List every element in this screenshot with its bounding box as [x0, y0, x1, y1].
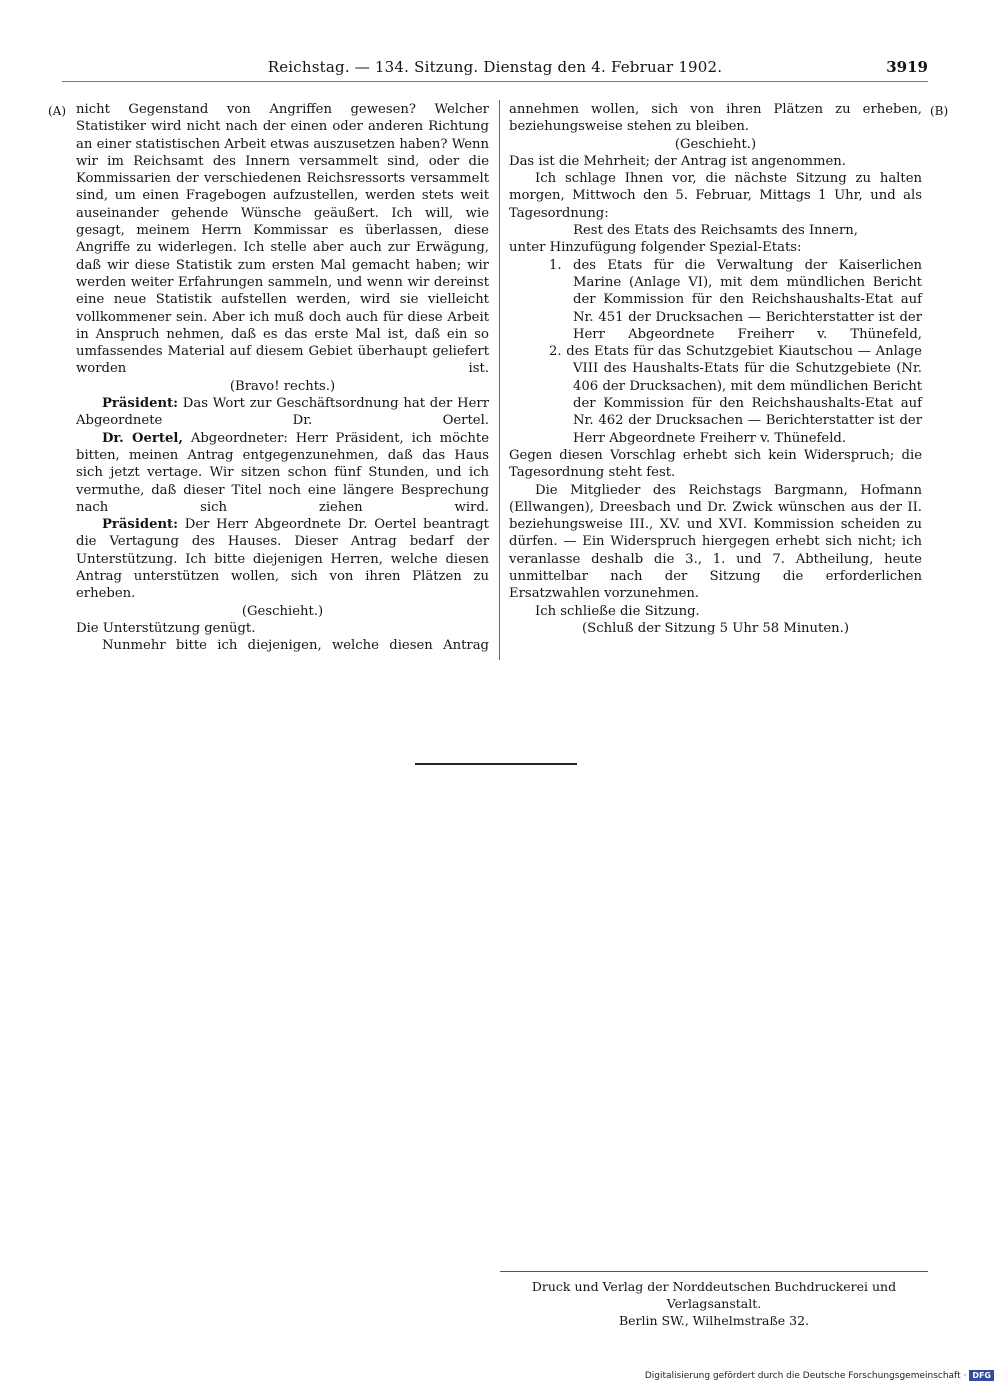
- speaker-name: Dr. Oertel,: [102, 430, 183, 446]
- left-column: [76, 101, 489, 655]
- paragraph: Ich schließe die Sitzung.: [535, 603, 700, 619]
- right-column: [509, 101, 922, 637]
- paragraph: Ich schlage Ihnen vor, die nächste Sitzung zu halten morgen, Mittwoch den 5. Februar, Mittags 1 Uhr, und als Tagesordnung:: [509, 171, 922, 221]
- imprint-line: Druck und Verlag der Norddeutschen Buchdruckerei und Verlagsanstalt.: [531, 1279, 897, 1311]
- speaker-name: Präsident:: [102, 517, 179, 533]
- page-header: [62, 58, 928, 82]
- speech-text: Der Herr Abgeordnete Dr. Oertel beantragt die Vertagung des Hauses. Dieser Antrag bedarf der Unterstützung. Ich bitte diejenigen Herren, welche diesen Antrag unterstützen wollen, sich von ihren Plätzen zu erheben.: [76, 517, 489, 602]
- interjection: (Geschieht.): [241, 603, 324, 619]
- paragraph: unter Hinzufügung folgender Spezial-Etats:: [509, 240, 802, 256]
- agenda-list-item: 1. des Etats für die Verwaltung der Kaiserlichen Marine (Anlage VI), mit dem mündlichen Bericht der Kommission für den Reichshaushalts-Etat auf Nr. 451 der Drucksachen — Berichterstatter ist der Herr Abgeordnete Freiherr v. Thünefeld,: [549, 257, 922, 342]
- imprint-rule: [500, 1271, 928, 1272]
- page-number: 3919: [886, 58, 928, 76]
- paragraph: annehmen wollen, sich von ihren Plätzen zu erheben, beziehungsweise stehen zu bleiben.: [509, 102, 922, 135]
- paragraph: Nunmehr bitte ich diejenigen, welche diesen Antrag: [102, 638, 489, 654]
- paragraph: Die Unterstützung genügt.: [76, 620, 256, 636]
- speech-text: Das Wort zur Geschäftsordnung hat der Herr Abgeordnete Dr. Oertel.: [76, 396, 489, 429]
- speaker-name: Präsident:: [102, 396, 179, 412]
- agenda-list-item: 2. des Etats für das Schutzgebiet Kiautschou — Anlage VIII des Haushalts-Etats für die Schutzgebiete (Nr. 406 der Drucksachen), mit dem mündlichen Bericht der Kommission für den Reichshaushalts-Etat auf Nr. 462 der Drucksachen — Berichterstatter ist der Herr Abgeordnete Freiherr v. Thünefeld.: [549, 344, 922, 446]
- speech-paragraph: [76, 430, 489, 516]
- dfg-logo-icon: DFG: [969, 1370, 994, 1381]
- speech-text: Abgeordneter: Herr Präsident, ich möchte bitten, meinen Antrag entgegenzunehmen, daß das Haus sich jetzt vertage. Wir sitzen schon fünf Stunden, und ich vermuthe, daß dieser Titel noch eine längere Besprechung nach sich ziehen wird.: [76, 430, 489, 515]
- closing-note: (Schluß der Sitzung 5 Uhr 58 Minuten.): [582, 620, 849, 636]
- interjection: (Bravo! rechts.): [229, 378, 336, 394]
- end-rule: [415, 763, 577, 765]
- imprint: [500, 1278, 928, 1329]
- column-divider: [499, 100, 500, 660]
- paragraph: Gegen diesen Vorschlag erhebt sich kein Widerspruch; die Tagesordnung steht fest.: [509, 447, 922, 481]
- margin-mark-a: (A): [48, 104, 67, 118]
- header-rule: [62, 81, 928, 82]
- speech-paragraph: [76, 395, 489, 430]
- speech-paragraph: [76, 516, 489, 602]
- agenda-item: Rest des Etats des Reichsamts des Innern,: [573, 223, 858, 239]
- margin-mark-b: (B): [930, 104, 949, 118]
- interjection: (Geschieht.): [674, 136, 757, 152]
- imprint-line: Berlin SW., Wilhelmstraße 32.: [618, 1313, 810, 1328]
- paragraph: Die Mitglieder des Reichstags Bargmann, Hofmann (Ellwangen), Dreesbach und Dr. Zwick wünschen aus der II. beziehungsweise III., XV. und XVI. Kommission scheiden zu dürfen. — Ein Widerspruch hiergegen erhebt sich nicht; ich veranlasse deshalb die 3., 1. und 7. Abtheilung, heute unmittelbar nach der Sitzung die erforderlichen Ersatzwahlen vorzunehmen.: [509, 482, 922, 602]
- paragraph: Das ist die Mehrheit; der Antrag ist angenommen.: [509, 153, 846, 169]
- running-title: Reichstag. — 134. Sitzung. Dienstag den 4. Februar 1902.: [267, 58, 723, 76]
- digitization-credit: [604, 1370, 994, 1381]
- credit-text: Digitalisierung gefördert durch die Deutsche Forschungsgemeinschaft ·: [644, 1371, 967, 1381]
- paragraph: nicht Gegenstand von Angriffen gewesen? Welcher Statistiker wird nicht nach der einen oder anderen Richtung an einer statistischen Arbeit etwas auszusetzen haben? Wenn wir im Reichsamt des Innern versammelt sind, oder die Kommissarien der verschiedenen Reichsressorts versammelt sind, um einen Fragebogen aufzustellen, werden stets weit auseinander gehende Wünsche geäußert. Ich will, wie gesagt, meinem Herrn Kommissar es überlassen, diese Angriffe zu widerlegen. Ich stelle aber auch zur Erwägung, daß wir diese Statistik zum ersten Mal gemacht haben; wir werden weiter Erfahrungen sammeln, und wenn wir dereinst eine neue Statistik aufstellen werden, wird sie vielleicht vollkommener sein. Aber ich muß doch auch für diese Arbeit in Anspruch nehmen, daß es das erste Mal ist, daß ein so umfassendes Material auf diesem Gebiet überhaupt geliefert worden ist.: [76, 102, 489, 377]
